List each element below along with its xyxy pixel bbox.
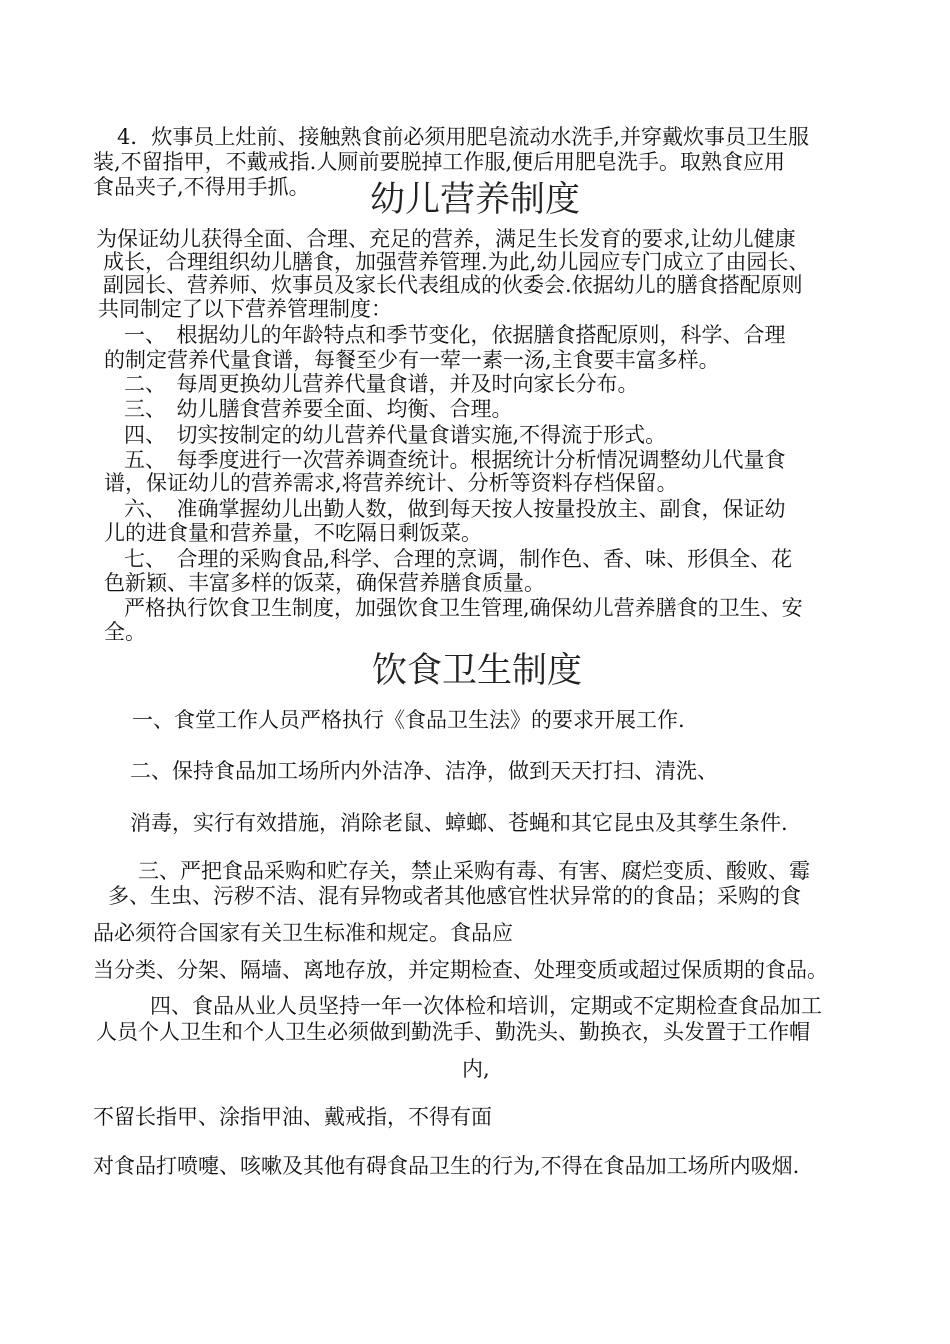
paragraph-line: 副园长、营养师、炊事员及家长代表组成的伙委会.依据幼儿的膳食搭配原则 xyxy=(103,273,803,297)
paragraph-line: 全。 xyxy=(104,620,146,644)
rule-item-1: 一、食堂工作人员严格执行《食品卫生法》的要求开展工作. xyxy=(132,708,685,732)
paragraph-line: 不留长指甲、涂指甲油、戴戒指，不得有面 xyxy=(93,1105,492,1129)
paragraph-line: 共同制定了以下营养管理制度： xyxy=(98,297,392,321)
paragraph-line: 的制定营养代量食谱，每餐至少有一荤一素一汤,主食要丰富多样。 xyxy=(104,348,720,372)
paragraph-line: 消毒，实行有效措施，消除老鼠、蟑螂、苍蝇和其它昆虫及其孳生条件. xyxy=(130,811,788,835)
paragraph-line: 多、生虫、污秽不洁、混有异物或者其他感官性状异常的的食品；采购的食 xyxy=(108,884,801,908)
list-item-4: 四、 切实按制定的幼儿营养代量食谱实施,不得流于形式。 xyxy=(124,423,667,447)
list-item-3: 三、 幼儿膳食营养要全面、均衡、合理。 xyxy=(124,397,513,421)
list-item-2: 二、 每周更换幼儿营养代量食谱，并及时向家长分布。 xyxy=(124,372,639,396)
paragraph-line: 严格执行饮食卫生制度，加强饮食卫生管理,确保幼儿营养膳食的卫生、安 xyxy=(124,596,803,620)
list-item-6: 六、 准确掌握幼儿出勤人数，做到每天按人按量投放主、副食，保证幼 xyxy=(124,497,786,521)
paragraph-line: 食品夹子,不得用手抓。 xyxy=(93,175,310,199)
paragraph-line: 为保证幼儿获得全面、合理、充足的营养，满足生长发育的要求,让幼儿健康 xyxy=(96,227,796,251)
paragraph-line: 儿的进食量和营养量，不吃隔日剩饭菜。 xyxy=(104,521,482,545)
section-title-nutrition: 幼儿营养制度 xyxy=(370,180,581,220)
list-item-5: 五、 每季度进行一次营养调查统计。根据统计分析情况调整幼儿代量食 xyxy=(124,448,786,472)
paragraph-line: 人员个人卫生和个人卫生必须做到勤洗手、勤洗头、勤换衣，头发置于工作帽 xyxy=(96,1020,810,1044)
paragraph-line: 对食品打喷嚏、咳嗽及其他有碍食品卫生的行为,不得在食品加工场所内吸烟. xyxy=(93,1154,800,1178)
paragraph-line: 当分类、分架、隔墙、离地存放，并定期检查、处理变质或超过保质期的食品。 xyxy=(93,958,828,982)
paragraph-line: 品必须符合国家有关卫生标准和规定。食品应 xyxy=(93,921,513,945)
rule-item-3: 三、严把食品采购和贮存关，禁止采购有毒、有害、腐烂变质、酸败、霉 xyxy=(138,859,810,883)
rule-item-2: 二、保持食品加工场所内外洁净、洁净，做到天天打扫、清洗、 xyxy=(130,759,718,783)
paragraph-line: 色新颖、丰富多样的饭菜，确保营养膳食质量。 xyxy=(104,571,545,595)
paragraph-line: 装,不留指甲，不戴戒指.人厕前要脱掉工作服,便后用肥皂洗手。取熟食应用 xyxy=(93,150,786,174)
paragraph-line: 成长，合理组织幼儿膳食，加强营养管理.为此,幼儿园应专门成立了由园长、 xyxy=(103,250,810,274)
list-item-7: 七、 合理的采购食品,科学、合理的烹调，制作色、香、味、形俱全、花 xyxy=(124,547,793,571)
paragraph-line: 内, xyxy=(462,1057,490,1081)
paragraph-line: 4．炊事员上灶前、接触熟食前必须用肥皂流动水洗手,并穿戴炊事员卫生服 xyxy=(117,125,810,149)
section-title-hygiene: 饮食卫生制度 xyxy=(372,651,583,691)
paragraph-line: 谱，保证幼儿的营养需求,将营养统计、分析等资料存档保留。 xyxy=(104,471,678,495)
list-item-1: 一、 根据幼儿的年龄特点和季节变化，依据膳食搭配原则，科学、合理 xyxy=(124,323,786,347)
rule-item-4: 四、食品从业人员坚持一年一次体检和培训，定期或不定期检查食品加工 xyxy=(150,994,822,1018)
